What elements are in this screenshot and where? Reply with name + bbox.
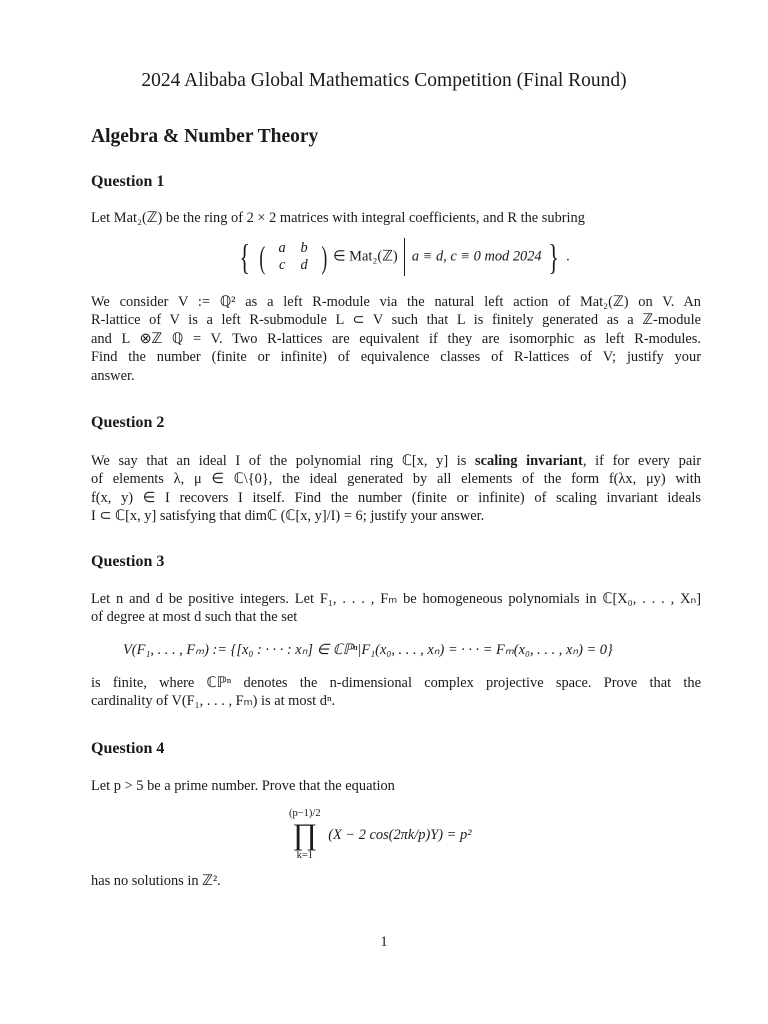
matrix-left-paren: ( <box>259 239 266 275</box>
left-brace: { <box>239 237 250 277</box>
question-3-intro-line: of degree at most d such that the set <box>91 609 298 626</box>
question-3-body <box>91 674 701 711</box>
question-1-body-line: and L ⊗ℤ ℚ = V. Two R-lattices are equivalent if they are isomorphic as left R-modules. <box>91 330 701 347</box>
right-brace: } <box>548 237 560 277</box>
question-3-intro <box>91 590 701 627</box>
question-1-subring-set <box>236 238 570 276</box>
question-4-outro-line: has no solutions in ℤ². <box>91 873 221 889</box>
question-1-body-line: R-lattice of V is a left R-submodule L ⊂ V such that L is finitely generated as a ℤ-module <box>91 312 701 329</box>
question-3-body-line: is finite, where ℂℙⁿ denotes the n-dimensional complex projective space. Prove that the <box>91 675 701 691</box>
question-4-product-equation <box>289 808 471 862</box>
set-period: . <box>566 248 570 265</box>
question-2-text: , if for every pair <box>582 453 702 469</box>
question-1-heading: Question 1 <box>91 173 165 190</box>
question-2-body <box>91 452 701 526</box>
question-2-body-line: I ⊂ ℂ[x, y] satisfying that dimℂ (ℂ[x, y]/I) = 6; justify your answer. <box>91 508 485 525</box>
matrix-entry-b: b <box>300 240 308 256</box>
question-1-body <box>91 293 701 385</box>
question-2-text: We say that an ideal I of the polynomial ring ℂ[x, y] is <box>91 453 476 469</box>
product-lower-limit: k=1 <box>296 850 313 861</box>
page-number: 1 <box>380 934 388 950</box>
matrix-entry-c: c <box>278 257 286 273</box>
set-membership: ∈ Mat₂(ℤ) <box>333 248 398 265</box>
question-3-display-equation: V(F₁, . . . , Fₘ) := {[x₀ : · · · : xₙ] ∈ ℂℙⁿ|F₁(x₀, . . . , xₙ) = · · · = Fₘ(x₀, . . . , xₙ) = 0} <box>123 642 613 658</box>
question-3-heading: Question 3 <box>91 553 165 570</box>
set-condition: a ≡ d, c ≡ 0 mod 2024 <box>411 248 542 265</box>
question-1-body-line: We consider V := ℚ² as a left R-module via the natural left action of Mat₂(ℤ) on V. An <box>91 294 701 310</box>
scaling-invariant-term: scaling invariant <box>475 453 583 469</box>
product-expression: (X − 2 cos(2πk/p)Y) = p² <box>328 826 472 843</box>
question-1-body-line: answer. <box>91 367 135 384</box>
question-4-intro <box>91 777 701 795</box>
question-1-intro-line: Let Mat₂(ℤ) be the ring of 2 × 2 matrices with integral coefficients, and R the subring <box>91 210 585 226</box>
question-2-heading: Question 2 <box>91 414 165 431</box>
matrix-right-paren: ) <box>321 239 328 275</box>
matrix-entry-a: a <box>278 240 286 256</box>
question-4-outro <box>91 872 701 890</box>
question-3-body-line: cardinality of V(F₁, . . . , Fₘ) is at most dⁿ. <box>91 693 336 710</box>
matrix-entry-d: d <box>300 257 308 273</box>
product-upper-limit: (p−1)/2 <box>289 808 321 819</box>
document-title: 2024 Alibaba Global Mathematics Competition (Final Round) <box>141 70 627 91</box>
question-2-first-line <box>91 452 701 470</box>
product-operator <box>289 808 321 862</box>
question-4-heading: Question 4 <box>91 740 165 757</box>
question-1-body-line: Find the number (finite or infinite) of equivalence classes of R-lattices of V; justify your <box>91 349 701 366</box>
question-3-intro-line: Let n and d be positive integers. Let F₁, . . . , Fₘ be homogeneous polynomials in ℂ[X₀, . . . , Xₙ] <box>91 591 701 607</box>
section-title: Algebra & Number Theory <box>91 126 319 147</box>
matrix-2x2 <box>271 240 315 274</box>
question-2-body-line: of elements λ, μ ∈ ℂ\{0}, the ideal generated by all elements of the form f(λx, μy) with <box>91 471 701 488</box>
question-1-intro <box>91 209 701 227</box>
product-symbol: ∏ <box>292 818 318 851</box>
set-separator <box>404 238 405 276</box>
question-4-intro-line: Let p > 5 be a prime number. Prove that the equation <box>91 778 395 794</box>
question-2-body-line: f(x, y) ∈ I recovers I itself. Find the number (finite or infinite) of scaling invariant ideals <box>91 489 701 506</box>
